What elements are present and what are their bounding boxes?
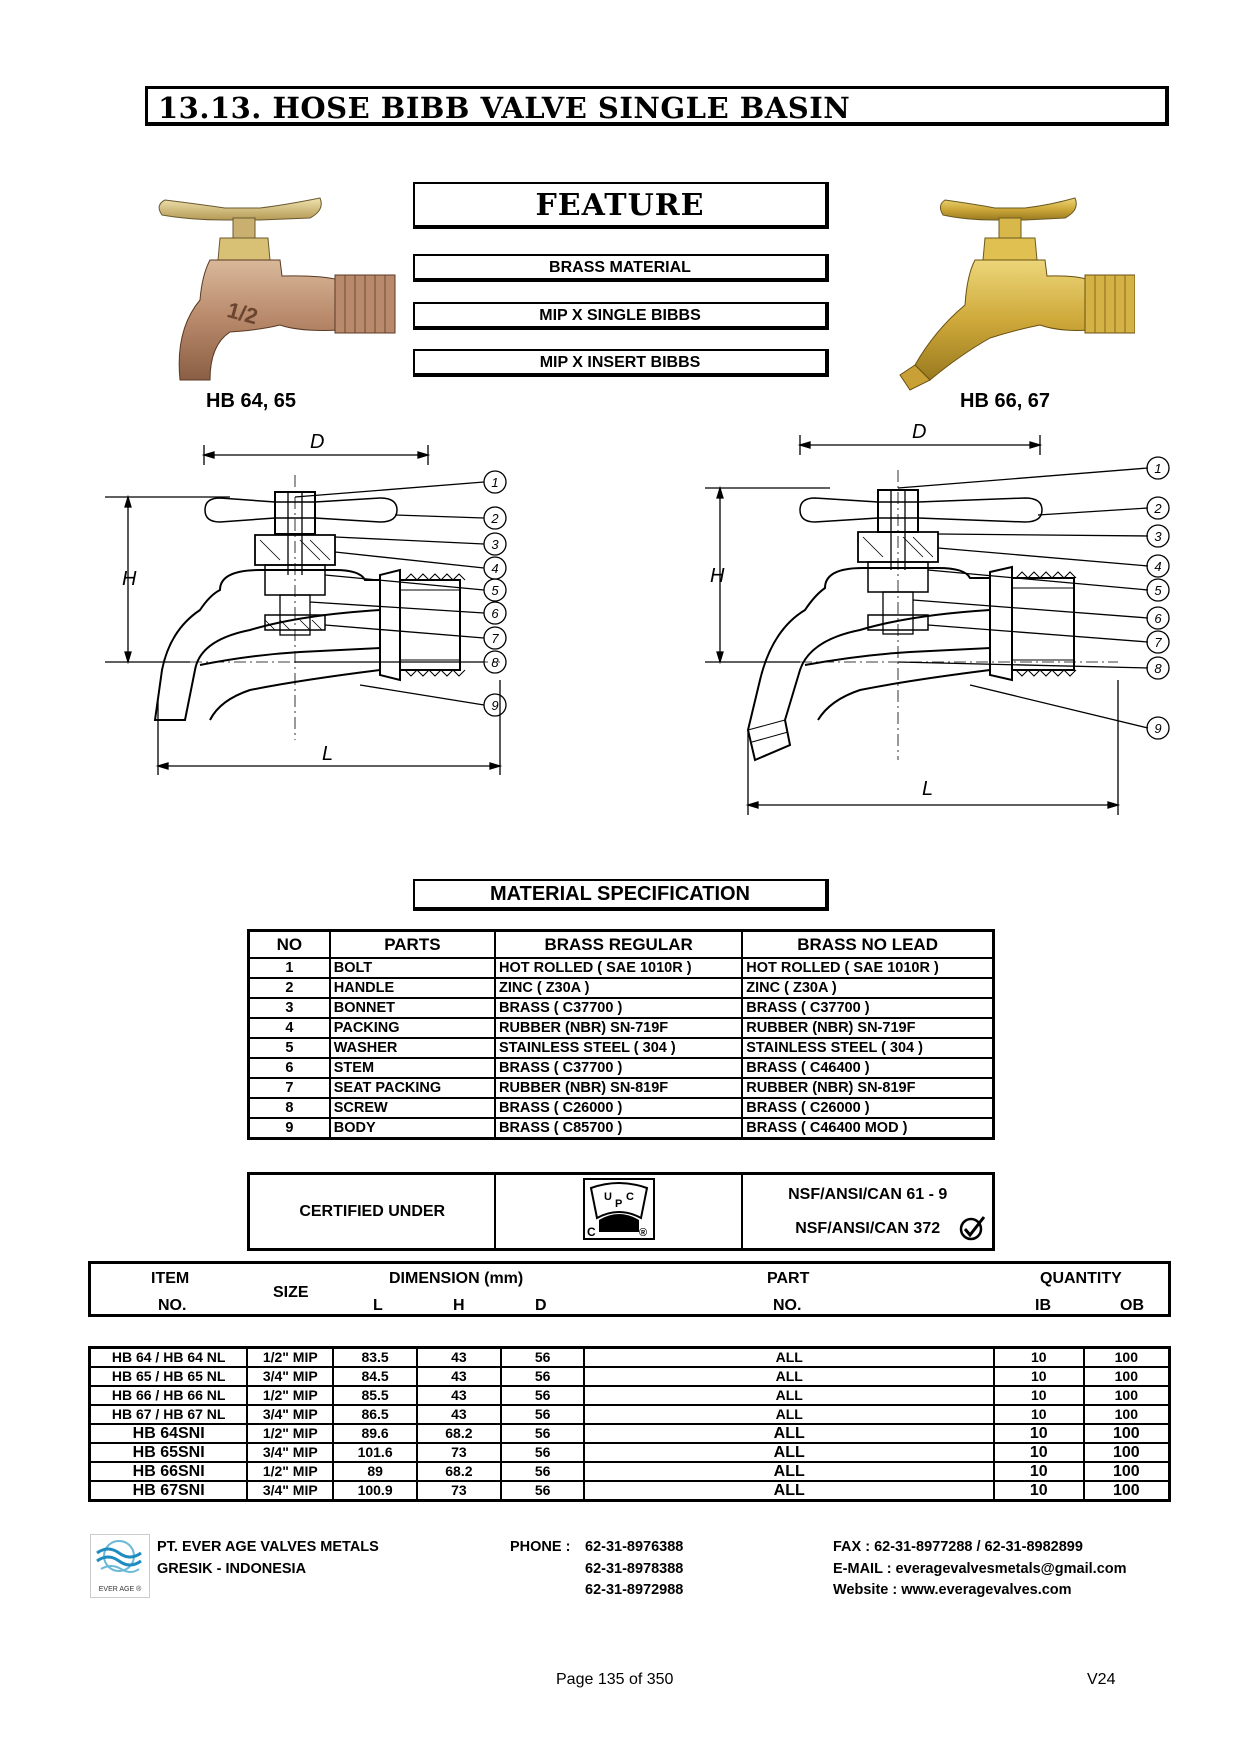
table-row <box>249 958 994 978</box>
callout-6: 6 <box>1154 611 1162 626</box>
column-header: BRASS REGULAR <box>495 931 742 959</box>
header-part-no: NO. <box>773 1297 802 1314</box>
page-title-box <box>145 86 1169 126</box>
cell: BODY <box>330 1118 495 1139</box>
cell: SCREW <box>330 1098 495 1118</box>
feature-item: MIP X SINGLE BIBBS <box>413 302 829 330</box>
callout-3: 3 <box>491 537 499 552</box>
callout-6: 6 <box>491 606 499 621</box>
svg-text:1/2: 1/2 <box>224 297 261 330</box>
company-location: GRESIK - INDONESIA <box>157 1560 307 1577</box>
table-row: HB 66SNI 1/2" MIP 89 68.2 56 ALL 10 100 <box>90 1462 1170 1481</box>
table-row <box>249 1078 994 1098</box>
wave-logo-icon <box>91 1535 149 1581</box>
feature-item: BRASS MATERIAL <box>413 254 829 282</box>
left-product-caption: HB 64, 65 <box>206 390 297 412</box>
header-ob: OB <box>1120 1297 1144 1314</box>
callout-1: 1 <box>491 475 499 490</box>
callout-1: 1 <box>1154 461 1162 476</box>
certification-table <box>247 1172 995 1251</box>
fax-number: FAX : 62-31-8977288 / 62-31-8982899 <box>833 1539 1083 1555</box>
table-row: HB 67SNI 3/4" MIP 100.9 73 56 ALL 10 100 <box>90 1481 1170 1501</box>
cell: 5 <box>249 1038 330 1058</box>
cell: HOT ROLLED ( SAE 1010R ) <box>742 958 993 978</box>
header-item: ITEM <box>151 1270 190 1287</box>
cell: BRASS ( C46400 MOD ) <box>742 1118 993 1139</box>
svg-text:U: U <box>603 1191 612 1203</box>
dimension-table-header <box>88 1261 1171 1317</box>
table-row <box>249 1098 994 1118</box>
dim-label-l: L <box>922 778 934 800</box>
cell: BONNET <box>330 998 495 1018</box>
cell: 7 <box>249 1078 330 1098</box>
cell: PACKING <box>330 1018 495 1038</box>
table-row <box>249 978 994 998</box>
phone-number: 62-31-8978388 <box>585 1560 684 1577</box>
email-link[interactable]: E-MAIL : everagevalvesmetals@gmail.com <box>833 1560 1127 1577</box>
header-size: SIZE <box>273 1284 309 1301</box>
technical-drawing-right <box>700 420 1180 820</box>
header-d: D <box>535 1297 547 1314</box>
table-header-row <box>249 931 994 959</box>
cell: STAINLESS STEEL ( 304 ) <box>495 1038 742 1058</box>
feature-item: MIP X INSERT BIBBS <box>413 349 829 377</box>
product-photo-hb66 <box>875 180 1135 395</box>
table-row <box>249 998 994 1018</box>
dim-label-d: D <box>310 431 325 453</box>
callout-2: 2 <box>491 511 499 526</box>
dim-label-d: D <box>912 421 927 443</box>
cell: STAINLESS STEEL ( 304 ) <box>742 1038 993 1058</box>
svg-text:C: C <box>586 1225 596 1239</box>
table-row <box>249 1018 994 1038</box>
cell: BRASS ( C46400 ) <box>742 1058 993 1078</box>
callout-2: 2 <box>1154 501 1162 516</box>
material-spec-table <box>247 929 995 1140</box>
header-part: PART <box>767 1270 810 1287</box>
callout-8: 8 <box>491 655 499 670</box>
column-header: NO <box>249 931 330 959</box>
cell: ZINC ( Z30A ) <box>742 978 993 998</box>
cell: BRASS ( C26000 ) <box>495 1098 742 1118</box>
cell: BRASS ( C26000 ) <box>742 1098 993 1118</box>
column-header: PARTS <box>330 931 495 959</box>
page-number: Page 135 of 350 <box>556 1671 674 1688</box>
callout-4: 4 <box>1154 559 1162 574</box>
cell: 8 <box>249 1098 330 1118</box>
feature-heading-box <box>413 182 829 229</box>
version-label: V24 <box>1087 1671 1116 1688</box>
table-row: HB 64SNI 1/2" MIP 89.6 68.2 56 ALL 10 100 <box>90 1424 1170 1443</box>
table-row: HB 65SNI 3/4" MIP 101.6 73 56 ALL 10 100 <box>90 1443 1170 1462</box>
table-row: HB 66 / HB 66 NL 1/2" MIP 85.5 43 56 ALL 10 100 <box>90 1386 1170 1405</box>
cell: BRASS ( C37700 ) <box>742 998 993 1018</box>
certification-standard: NSF/ANSI/CAN 61 - 9 <box>788 1185 948 1203</box>
phone-label: PHONE : <box>510 1539 571 1555</box>
right-product-caption: HB 66, 67 <box>960 390 1051 412</box>
table-row: HB 67 / HB 67 NL 3/4" MIP 86.5 43 56 ALL 10 100 <box>90 1405 1170 1424</box>
cell: 6 <box>249 1058 330 1078</box>
table-row: HB 64 / HB 64 NL 1/2" MIP 83.5 43 56 ALL 10 100 <box>90 1348 1170 1368</box>
cell: SEAT PACKING <box>330 1078 495 1098</box>
header-quantity: QUANTITY <box>1040 1270 1122 1287</box>
cell: 2 <box>249 978 330 998</box>
cell: WASHER <box>330 1038 495 1058</box>
callout-3: 3 <box>1154 529 1162 544</box>
certification-standard: NSF/ANSI/CAN 372 <box>795 1219 941 1237</box>
dimension-table <box>88 1346 1171 1502</box>
header-dimension: DIMENSION (mm) <box>389 1270 524 1287</box>
cell: RUBBER (NBR) SN-819F <box>495 1078 742 1098</box>
table-row <box>249 1058 994 1078</box>
material-spec-heading: MATERIAL SPECIFICATION <box>413 879 829 911</box>
checkmark-seal-icon <box>958 1214 986 1242</box>
cell: 9 <box>249 1118 330 1139</box>
svg-text:P: P <box>614 1198 623 1210</box>
column-header: BRASS NO LEAD <box>742 931 993 959</box>
svg-text:C: C <box>625 1191 634 1203</box>
header-ib: IB <box>1035 1297 1051 1314</box>
phone-number: 62-31-8972988 <box>585 1582 684 1598</box>
header-h: H <box>453 1297 465 1314</box>
product-photo-hb64 <box>120 180 400 395</box>
company-logo <box>90 1534 150 1598</box>
upc-logo-icon <box>581 1176 657 1242</box>
dim-label-h: H <box>710 565 725 587</box>
logo-text: EVER AGE ® <box>98 1586 142 1593</box>
callout-5: 5 <box>1154 583 1162 598</box>
header-l: L <box>373 1297 383 1314</box>
cell: RUBBER (NBR) SN-719F <box>742 1018 993 1038</box>
cell: ZINC ( Z30A ) <box>495 978 742 998</box>
dim-label-l: L <box>322 743 334 765</box>
company-name: PT. EVER AGE VALVES METALS <box>157 1539 379 1555</box>
cell: HOT ROLLED ( SAE 1010R ) <box>495 958 742 978</box>
phone-number: 62-31-8976388 <box>585 1539 684 1555</box>
website-link[interactable]: Website : www.everagevalves.com <box>833 1582 1072 1598</box>
certified-under-label: CERTIFIED UNDER <box>249 1174 496 1250</box>
cell: 4 <box>249 1018 330 1038</box>
cell: RUBBER (NBR) SN-719F <box>495 1018 742 1038</box>
header-item-no: NO. <box>158 1297 187 1314</box>
cell: RUBBER (NBR) SN-819F <box>742 1078 993 1098</box>
cell: BRASS ( C37700 ) <box>495 1058 742 1078</box>
cell: BRASS ( C85700 ) <box>495 1118 742 1139</box>
dim-label-h: H <box>122 568 137 590</box>
callout-9: 9 <box>1154 721 1162 736</box>
feature-heading: FEATURE <box>535 188 705 223</box>
table-row <box>249 1118 994 1139</box>
callout-8: 8 <box>1154 661 1162 676</box>
cell: 1 <box>249 958 330 978</box>
callout-4: 4 <box>491 561 499 576</box>
callout-5: 5 <box>491 583 499 598</box>
cell: STEM <box>330 1058 495 1078</box>
cell: 3 <box>249 998 330 1018</box>
callout-9: 9 <box>491 698 499 713</box>
technical-drawing-left <box>100 430 570 775</box>
svg-text:®: ® <box>638 1227 647 1239</box>
page-title: 13.13. HOSE BIBB VALVE SINGLE BASIN <box>158 91 851 125</box>
cell: BRASS ( C37700 ) <box>495 998 742 1018</box>
table-row: HB 65 / HB 65 NL 3/4" MIP 84.5 43 56 ALL 10 100 <box>90 1367 1170 1386</box>
callout-7: 7 <box>1154 635 1162 650</box>
cell: HANDLE <box>330 978 495 998</box>
cell: BOLT <box>330 958 495 978</box>
callout-7: 7 <box>491 631 499 646</box>
table-row <box>249 1038 994 1058</box>
